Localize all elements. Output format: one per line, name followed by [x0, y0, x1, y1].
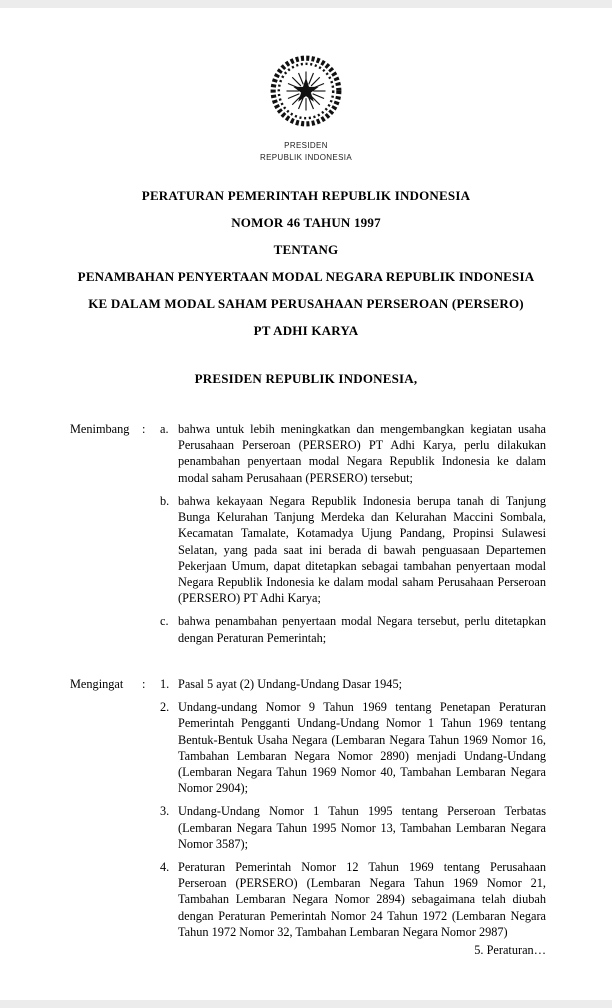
list-item-text: bahwa untuk lebih meningkatkan dan mengembangkan kegiatan usaha Perusahaan Perseroan (PERSERO) PT Adhi Karya, perlu dilakukan penambahan penyertaan modal Negara Republik Indonesia ke dalam modal saham Perusahaan (PERSERO) tersebut; [178, 422, 546, 485]
list-item-marker: c. [160, 614, 169, 629]
regulation-title [0, 188, 612, 339]
list-item [160, 859, 546, 940]
regulation-title-line-5: KE DALAM MODAL SAHAM PERUSAHAAN PERSEROAN (PERSERO) [88, 296, 524, 311]
mengingat-items [160, 676, 546, 940]
regulation-title-line-1: PERATURAN PEMERINTAH REPUBLIK INDONESIA [141, 188, 471, 203]
bottom-edge-strip [0, 1000, 612, 1008]
mengingat-section [70, 676, 546, 940]
page-catchword: 5. Peraturan… [474, 943, 546, 957]
section-colon: : [142, 422, 146, 436]
list-item-text: Undang-undang Nomor 9 Tahun 1969 tentang Penetapan Peraturan Pemerintah Pengganti Undang-Undang Nomor 1 Tahun 1969 tentang Bentuk-Bentuk Usaha Negara (Lembaran Negara Tahun 1969 Nomor 16, Tambahan Lembaran Negara Nomor 2890) menjadi Undang-Undang (Lembaran Negara Tahun 1969 Nomor 40, Tambahan Lembaran Negara Nomor 2904); [178, 700, 546, 796]
regulation-title-line-6: PT ADHI KARYA [253, 323, 359, 338]
list-item-marker: 2. [160, 700, 170, 715]
section-label-mengingat: Mengingat [70, 676, 124, 691]
presidential-seal-icon [267, 52, 345, 130]
letterhead-caption-line-1: PRESIDEN [284, 141, 328, 150]
list-item-text: Pasal 5 ayat (2) Undang-Undang Dasar 1945; [178, 676, 403, 691]
menimbang-items [160, 421, 546, 646]
list-item-text: Peraturan Pemerintah Nomor 12 Tahun 1969 tentang Perusahaan Perseroan (PERSERO) (Lembaran Negara Tahun 1969 Nomor 21, Tambahan Lembaran Negara Nomor 2894) sebagaimana telah diubah dengan Peraturan Pemerintah Nomor 24 Tahun 1972 (Lembaran Negara Tahun 1972 Nomor 32, Tambahan Lembaran Negara Nomor 2987) [178, 860, 546, 939]
regulation-title-line-4: PENAMBAHAN PENYERTAAN MODAL NEGARA REPUBLIK INDONESIA [77, 269, 535, 284]
list-item-marker: b. [160, 493, 170, 508]
menimbang-section [70, 421, 546, 646]
list-item [160, 699, 546, 796]
list-item-text: bahwa kekayaan Negara Republik Indonesia berupa tanah di Tanjung Bunga Kelurahan Tanjung Merdeka dan Kelurahan Maccini Sombala, Kecamatan Tamalate, Kotamadya Ujung Pandang, Propinsi Sulawesi Selatan, yang pada saat ini berada di bawah penguasaan Departemen Pekerjaan Umum, dapat ditetapkan sebagai tambahan penyertaan modal Negara Republik Indonesia ke dalam modal saham Perusahaan Perseroan (PERSERO) PT Adhi Karya; [178, 493, 546, 606]
top-edge-strip [0, 0, 612, 8]
letterhead-caption [0, 140, 612, 164]
list-item-text: bahwa penambahan penyertaan modal Negara tersebut, perlu ditetapkan dengan Peraturan Pemerintah; [178, 614, 546, 645]
letterhead [0, 8, 612, 164]
regulation-title-line-3: TENTANG [273, 242, 339, 257]
list-item-marker: 3. [160, 804, 170, 819]
list-item-marker: 1. [160, 676, 170, 691]
list-item [160, 803, 546, 852]
list-item [160, 676, 546, 692]
salutation: PRESIDEN REPUBLIK INDONESIA, [194, 371, 418, 386]
letterhead-caption-line-2: REPUBLIK INDONESIA [259, 153, 353, 162]
list-item-marker: a. [160, 422, 169, 436]
section-colon: : [142, 676, 146, 691]
list-item [160, 421, 546, 486]
list-item-marker: 4. [160, 860, 170, 875]
list-item-text: Undang-Undang Nomor 1 Tahun 1995 tentang Perseroan Terbatas (Lembaran Negara Tahun 1995 Nomor 13, Tambahan Lembaran Negara Nomor 3587); [178, 804, 546, 851]
list-item [160, 493, 546, 607]
regulation-title-line-2: NOMOR 46 TAHUN 1997 [231, 215, 381, 230]
list-item [160, 613, 546, 645]
section-label-menimbang: Menimbang [70, 422, 130, 436]
